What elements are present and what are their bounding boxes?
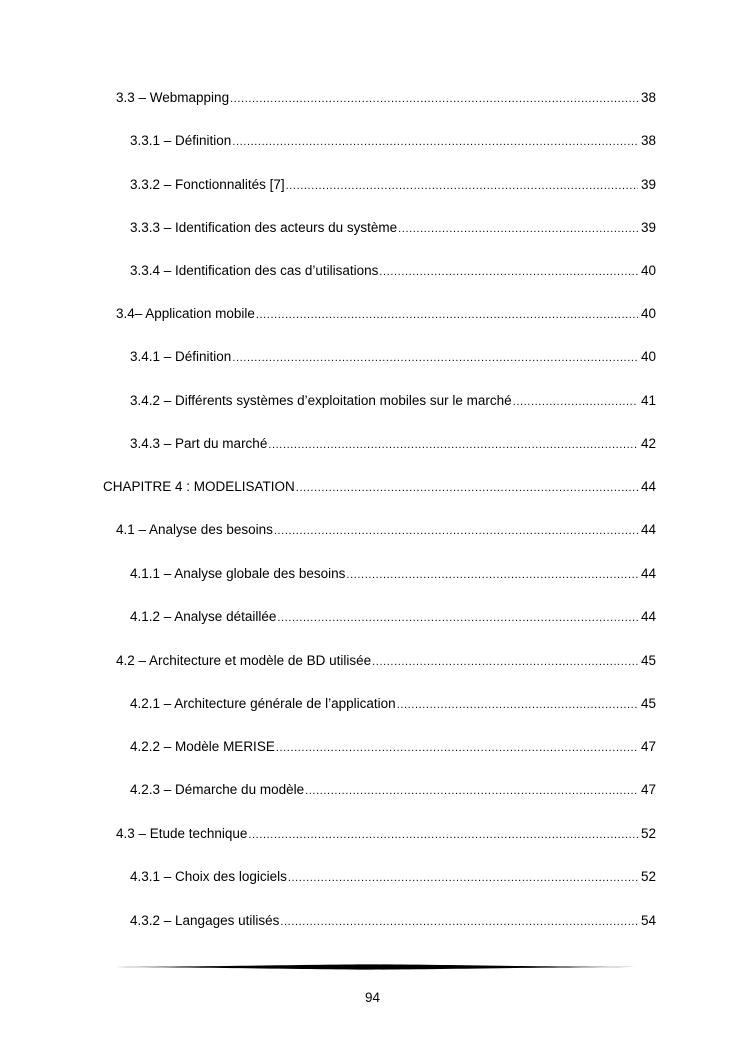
toc-dot-leader bbox=[276, 740, 638, 756]
toc-entry-title: 3.4.2 – Différents systèmes d’exploitation mobiles sur le marché bbox=[130, 393, 512, 408]
toc-dot-leader bbox=[288, 870, 638, 886]
toc-entry-title: 3.3.4 – Identification des cas d’utilisations bbox=[130, 263, 379, 278]
toc-entry-title: CHAPITRE 4 : MODELISATION bbox=[103, 479, 295, 494]
toc-dot-leader bbox=[232, 350, 638, 366]
toc-dot-leader bbox=[397, 697, 638, 713]
toc-entry[interactable] bbox=[130, 393, 656, 410]
toc-entry-title: 4.2.1 – Architecture générale de l’application bbox=[130, 696, 396, 711]
toc-entry-title: 4.1 – Analyse des besoins bbox=[116, 522, 273, 537]
toc-entry-page: 47 bbox=[640, 739, 656, 754]
toc-entry-title: 3.4– Application mobile bbox=[116, 306, 255, 321]
toc-entry-page: 41 bbox=[640, 393, 656, 408]
toc-entry-page: 40 bbox=[640, 349, 656, 364]
toc-entry[interactable] bbox=[116, 522, 656, 539]
toc-entry[interactable] bbox=[130, 696, 656, 713]
toc-entry-title: 3.4.1 – Définition bbox=[130, 349, 232, 364]
toc-entry[interactable] bbox=[116, 653, 656, 670]
toc-entry-page: 54 bbox=[640, 913, 656, 928]
toc-entry[interactable] bbox=[130, 782, 656, 799]
toc-entry-page: 42 bbox=[640, 436, 656, 451]
toc-entry[interactable] bbox=[103, 479, 656, 496]
toc-entry-title: 3.3.2 – Fonctionnalités [7] bbox=[130, 177, 285, 192]
toc-entry-title: 4.2.2 – Modèle MERISE bbox=[130, 739, 275, 754]
toc-entry-page: 44 bbox=[640, 566, 656, 581]
toc-dot-leader bbox=[230, 91, 638, 107]
toc-entry-page: 47 bbox=[640, 782, 656, 797]
toc-entry-title: 4.1.1 – Analyse globale des besoins bbox=[130, 566, 346, 581]
toc-entry-title: 3.4.3 – Part du marché bbox=[130, 436, 268, 451]
toc-entry-title: 3.3 – Webmapping bbox=[116, 90, 230, 105]
toc-entry-title: 4.3.1 – Choix des logiciels bbox=[130, 869, 287, 884]
toc-entry[interactable] bbox=[130, 263, 656, 280]
toc-entry[interactable] bbox=[116, 90, 656, 107]
toc-dot-leader bbox=[256, 307, 638, 323]
toc-entry[interactable] bbox=[130, 220, 656, 237]
toc-dot-leader bbox=[248, 827, 638, 843]
toc-entry[interactable] bbox=[130, 133, 656, 150]
toc-dot-leader bbox=[513, 394, 638, 410]
toc-entry-page: 40 bbox=[640, 306, 656, 321]
toc-dot-leader bbox=[232, 134, 638, 150]
toc-entry-page: 45 bbox=[640, 653, 656, 668]
toc-entry-title: 3.3.3 – Identification des acteurs du système bbox=[130, 220, 398, 235]
toc-entry[interactable] bbox=[130, 177, 656, 194]
toc-entry-page: 38 bbox=[640, 133, 656, 148]
toc-entry[interactable] bbox=[130, 739, 656, 756]
toc-dot-leader bbox=[379, 264, 638, 280]
toc-entry-page: 40 bbox=[640, 263, 656, 278]
toc-entry-title: 4.2.3 – Démarche du modèle bbox=[130, 782, 305, 797]
toc-entry-page: 38 bbox=[640, 90, 656, 105]
toc-entry-page: 52 bbox=[640, 826, 656, 841]
footer-decorative-rule bbox=[102, 962, 642, 972]
toc-dot-leader bbox=[286, 178, 638, 194]
toc-dot-leader bbox=[268, 437, 638, 453]
page-number: 94 bbox=[364, 990, 381, 1005]
toc-entry-title: 4.3 – Etude technique bbox=[116, 826, 248, 841]
toc-dot-leader bbox=[280, 914, 638, 930]
toc-entry[interactable] bbox=[130, 869, 656, 886]
toc-dot-leader bbox=[346, 567, 638, 583]
toc-dot-leader bbox=[372, 654, 638, 670]
toc-entry-page: 44 bbox=[640, 479, 656, 494]
toc-entry[interactable] bbox=[130, 913, 656, 930]
toc-entry-page: 52 bbox=[640, 869, 656, 884]
toc-dot-leader bbox=[296, 480, 638, 496]
toc-entry-page: 44 bbox=[640, 609, 656, 624]
toc-entry[interactable] bbox=[130, 566, 656, 583]
toc-entry[interactable] bbox=[130, 436, 656, 453]
toc-entry-title: 4.3.2 – Langages utilisés bbox=[130, 913, 280, 928]
toc-dot-leader bbox=[277, 610, 638, 626]
toc-entry-page: 39 bbox=[640, 177, 656, 192]
toc-entry-title: 4.1.2 – Analyse détaillée bbox=[130, 609, 277, 624]
toc-dot-leader bbox=[305, 783, 638, 799]
toc-entry-page: 44 bbox=[640, 522, 656, 537]
toc-entry[interactable] bbox=[116, 826, 656, 843]
toc-entry[interactable] bbox=[130, 609, 656, 626]
toc-dot-leader bbox=[398, 221, 638, 237]
toc-entry[interactable] bbox=[130, 349, 656, 366]
toc-entry-page: 39 bbox=[640, 220, 656, 235]
toc-entry[interactable] bbox=[116, 306, 656, 323]
toc-entry-title: 4.2 – Architecture et modèle de BD utilisée bbox=[116, 653, 372, 668]
toc-dot-leader bbox=[274, 523, 638, 539]
toc-entry-title: 3.3.1 – Définition bbox=[130, 133, 232, 148]
toc-entry-page: 45 bbox=[640, 696, 656, 711]
